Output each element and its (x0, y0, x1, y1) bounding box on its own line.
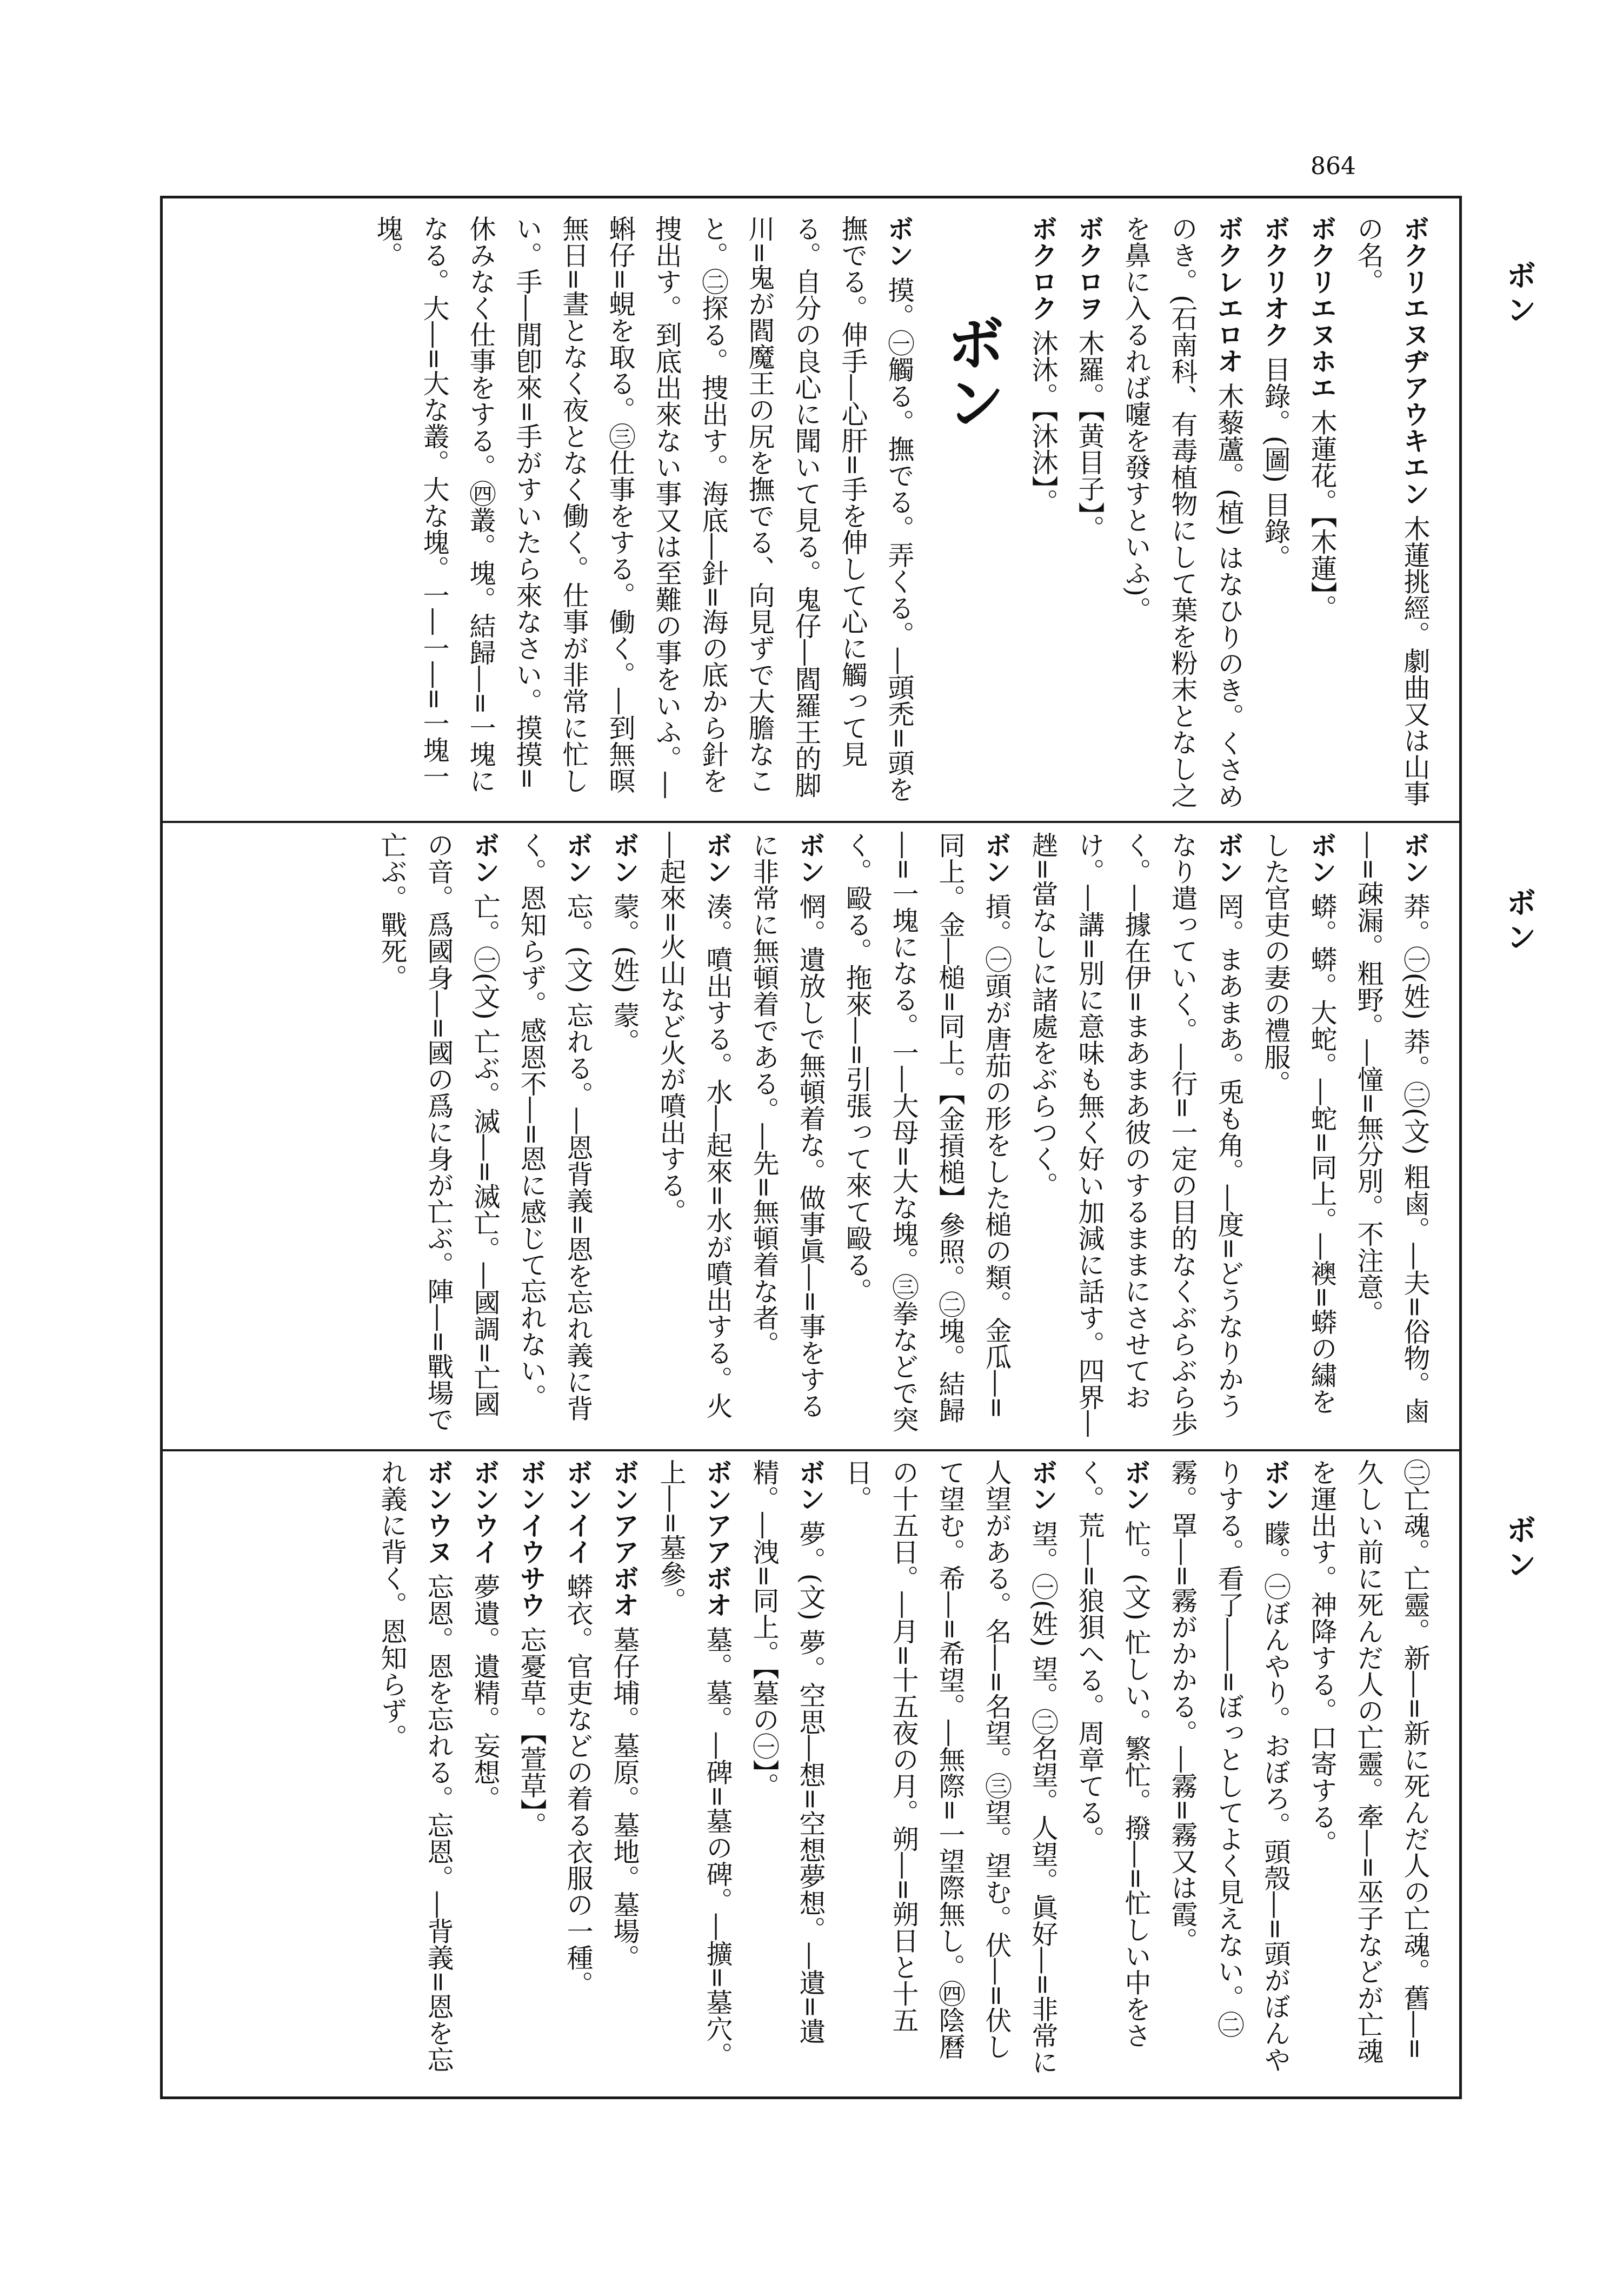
section-heading-text: ボン (936, 313, 1006, 432)
dictionary-entry (834, 832, 1020, 1440)
entry-headword: ボクリオク (1260, 215, 1291, 348)
dictionary-entry (741, 1459, 834, 2081)
tier-divider-1 (160, 821, 1462, 823)
entry-definition: 目錄。(圖) 目錄。 (1260, 348, 1291, 571)
entry-definition: 夢遺。遺精。妄想。 (470, 1565, 501, 1812)
entry-headword: ボンイウサウ (516, 1459, 547, 1618)
entry-definition: 莽。㊀(姓) 莽。㊁(文) 粗鹵。―夫=俗物。鹵―=疎漏。粗野。―憧=無分別。不注意。 (1353, 832, 1431, 1424)
entry-headword: ボン (1306, 832, 1338, 885)
entry-headword: ボン (795, 832, 826, 885)
entry-headword: ボン (981, 832, 1012, 885)
dictionary-entry (1113, 215, 1252, 813)
section-heading (922, 215, 1020, 813)
entry-definition: 忘恩。恩を忘れる。忘恩。―背義=恩を忘れ義に背く。恩知らず。 (377, 1459, 454, 2073)
entry-headword: ボクロク (1027, 215, 1059, 321)
running-head-middle: ボン (1501, 887, 1537, 956)
entry-headword: ボン (883, 215, 915, 268)
dictionary-entry (741, 832, 834, 1440)
dictionary-entry (1066, 215, 1113, 813)
entry-headword: ボン (562, 832, 594, 885)
dictionary-entry (1066, 1459, 1159, 2081)
dictionary-entry (1159, 1459, 1299, 2081)
entry-definition: 木藜蘆。(植) はなひりのき。くさめのき。(石南科、有毒植物にして葉を粉末となし之を鼻に入るれば嚔を發すといふ)。 (1121, 215, 1245, 809)
entry-definition: 蟒。蟒。大蛇。―蛇=同上。―襖=蟒の繍をした官吏の妻の禮服。 (1260, 832, 1338, 1415)
dictionary-entry (834, 1459, 1066, 2081)
entry-headword: ボクレエロオ (1213, 215, 1245, 374)
dictionary-entry (555, 1459, 601, 2081)
dictionary-entry (369, 832, 508, 1440)
entry-headword: ボンウイ (469, 1459, 501, 1565)
dictionary-entry (1252, 832, 1345, 1440)
entry-headword: ボンイイ (562, 1459, 594, 1565)
entry-headword: ボクリエヌホエ (1306, 215, 1338, 401)
dictionary-entry (1020, 215, 1066, 813)
entry-headword: ボクリエヌヂアウキエン (1399, 215, 1431, 507)
dictionary-entry (601, 1459, 648, 2081)
dictionary-entry (1345, 832, 1438, 1440)
entry-definition: 沐沐。【沐沐】。 (1028, 321, 1059, 515)
entry-headword: ボン (469, 832, 501, 885)
entry-definition: 蟒衣。官吏などの着る衣服の一種。 (563, 1565, 594, 1998)
entry-definition: 摸。㊀觸る。撫でる。弄くる。―頭禿=頭を撫でる。伸手―心肝=手を伸して心に觸って見る。自分の良心に聞いて見る。鬼仔―閻羅王的脚川=鬼が閻魔王の尻を撫でる、向見ずで大膽なこと。㊁探る。捜出す。海底―針=海の底から針を捜出す。到底出來ない事又は至難の事をいふ。―蝌仔=蜆を取る。㊂仕事をする。働く。―到無暝無日=晝となく夜となく働く。仕事が非常に忙しい。手―閒卽來=手がすいたら來なさい。摸摸=休みなく仕事をする。㊃叢。塊。結歸―=一塊になる。大―=大な叢。大な塊。一―一―=一塊一塊。 (373, 215, 915, 802)
dictionary-entry (508, 1459, 555, 2081)
entry-definition: ㊁亡魂。亡靈。新―=新に死んだ人の亡魂。舊―=久しい前に死んだ人の亡靈。牽―=巫子などが亡魂を運出す。神降する。口寄する。 (1307, 1459, 1431, 2065)
running-head-bottom: ボン (1501, 1514, 1537, 1583)
entry-headword: ボンウヌ (423, 1459, 454, 1565)
entry-definition: 忘憂草。【萱草】。 (516, 1618, 547, 1839)
dictionary-entry (1345, 215, 1438, 813)
entry-headword: ボン (1027, 1459, 1059, 1512)
dictionary-entry (508, 832, 601, 1440)
dictionary-entry (601, 832, 648, 1440)
dictionary-entry (648, 832, 741, 1440)
tier-divider-2 (160, 1449, 1462, 1451)
dictionary-entry (364, 215, 922, 813)
entry-definition: 亡。㊀(文) 亡ぶ。滅―=滅亡。―國調=亡國の音。爲國身―=國の爲に身が亡ぶ。陣―=戰場で亡ぶ。戰死。 (377, 832, 501, 1433)
entry-definition: 望。㊀(姓) 望。㊁名望。人望。眞好―=非常に人望がある。名―=名望。㊂望。望む。伏―=伏して望む。希―=希望。―無際=一望際無し。㊃陰曆の十五日。―月=十五夜の月。朔―=朔日と十五日。 (842, 1459, 1059, 2075)
dictionary-entry (369, 1459, 462, 2081)
entry-definition: 墓仔埔。墓原。墓地。墓場。 (609, 1618, 640, 1971)
entry-headword: ボン (1120, 1459, 1152, 1512)
entry-definition: 木羅。【黄目子】。 (1074, 321, 1105, 542)
dictionary-entry (1020, 832, 1252, 1440)
entry-headword: ボン (1213, 832, 1245, 885)
dictionary-tier-1 (178, 215, 1438, 813)
entry-definition: 忘。(文) 忘れる。―恩背義=恩を忘れ義に背く。恩知らず。感恩不―=恩に感じて忘れない。 (516, 832, 594, 1422)
entry-definition: 木蓮挑經。劇曲又は山事の名。 (1353, 215, 1431, 807)
entry-definition: 湊。噴出する。水―起來=水が噴出する。火―起來=火山など火が噴出する。 (656, 832, 733, 1419)
dictionary-entry (1299, 1459, 1438, 2081)
entry-headword: ボン (702, 832, 733, 885)
entry-headword: ボン (609, 832, 640, 885)
entry-headword: ボン (1260, 1459, 1291, 1512)
entry-headword: ボンアアボオ (702, 1459, 733, 1618)
entry-definition: 忙。(文) 忙しい。繁忙。撥―=忙しい中をさく。荒―=狼狽へる。周章てる。 (1074, 1459, 1152, 2049)
entry-headword: ボン (795, 1459, 826, 1512)
dictionary-entry (648, 1459, 741, 2081)
page-number: 864 (1311, 152, 1356, 180)
entry-definition: 墓。墓。―碑=墓の碑。―擴=墓穴。上―=墓參。 (656, 1459, 733, 2068)
dictionary-entry (1252, 215, 1299, 813)
entry-definition: 摃。㊀頭が唐茄の形をした槌の類。金瓜―=同上。金―槌=同上。【金摃槌】參照。㊁塊。結歸―=一塊になる。一―大母=大な塊。㊂拳などで突く。毆る。拖來―=引張って來て毆る。 (842, 832, 1012, 1433)
dictionary-tier-2 (178, 832, 1438, 1440)
entry-definition: 木蓮花。【木蓮】。 (1307, 401, 1338, 621)
entry-definition: 惘。遺放しで無頓着な。做事眞―=事をするに非常に無頓着である。―先=無頓着な者。 (749, 832, 826, 1419)
dictionary-tier-3 (178, 1459, 1438, 2081)
entry-definition: 夢。(文) 夢。空思―想=空想夢想。―遺=遺精。―洩=同上。【墓の㊀】。 (749, 1459, 826, 2045)
entry-headword: ボクロヲ (1074, 215, 1105, 321)
running-head-top: ボン (1501, 260, 1537, 329)
entry-definition: 矇。㊀ぼんやり。おぼろ。頭殼―=頭がぼんやりする。看了――=ぼっとしてよく見えない。㊁霧。罩―=霧がかかる。―霧=霧又は霞。 (1167, 1459, 1291, 2073)
dictionary-entry (462, 1459, 508, 2081)
entry-definition: 罔。まあまあ。兎も角。―度=どうなりかうなり遣っていく。―行=一定の目的なくぶらぶら歩く。―據在伊=まあまあ彼のするままにさせておけ。―講=別に意味も無く好い加減に話す。四界―趖=當なしに諸處をぶらつく。 (1028, 832, 1245, 1437)
entry-headword: ボンアアボオ (609, 1459, 640, 1618)
entry-definition: 蒙。(姓) 蒙。 (609, 885, 640, 1055)
dictionary-entry (1299, 215, 1345, 813)
entry-headword: ボン (1399, 832, 1431, 885)
